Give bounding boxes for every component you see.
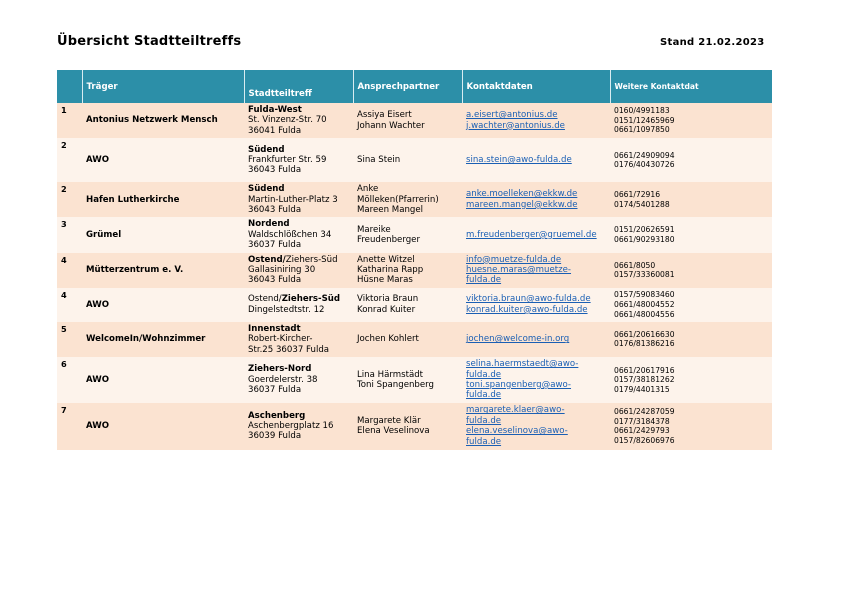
phone-cell [610,253,772,288]
address-line: 36043 Fulda [248,205,302,216]
phone-cell [610,288,772,322]
phone-cell [610,403,772,450]
stadtteil-name: Innenstadt [248,323,301,334]
address-line: Dingelstedtstr. 12 [248,304,325,315]
stadtteil-prefix: Ostend/ [248,294,282,305]
stadtteil-cell [244,253,353,288]
phone-number: 0151/20626591 [614,225,675,235]
stadtteil-name: Nordend [248,219,290,230]
kontaktdaten-cell [462,288,610,322]
row-number: 2 [57,182,82,217]
row-number: 4 [57,288,82,322]
table-row [57,357,772,403]
email-link[interactable]: a.eisert@antonius.de [466,110,558,121]
phone-number: 0661/90293180 [614,235,675,245]
row-number: 5 [57,322,82,357]
phone-number: 0661/72916 [614,190,661,200]
contact-person: Anke [357,184,379,195]
table-row [57,103,772,138]
contact-person: Sina Stein [357,155,401,166]
stadtteil-name: Fulda-West [248,105,302,115]
kontaktdaten-cell [462,357,610,403]
ansprechpartner-cell [353,322,462,357]
stadtteil-name-line [248,105,349,115]
email-link[interactable]: fulda.de [466,390,502,401]
stadtteil-name: Südend [248,144,285,155]
kontaktdaten-cell [462,322,610,357]
table-row [57,403,772,450]
ansprechpartner-cell [353,217,462,252]
email-link[interactable]: anke.moelleken@ekkw.de [466,189,578,200]
contact-person: Mareike [357,224,391,235]
kontaktdaten-cell [462,403,610,450]
phone-number: 0661/20616630 [614,329,675,339]
stadtteil-name-line [248,294,349,304]
phone-number: 0661/8050 [614,260,656,270]
phone-cell [610,182,772,217]
contact-person: Katharina Rapp [357,265,424,276]
phone-number: 0179/4401315 [614,384,670,394]
stadtteiltreffs-table [57,70,772,450]
stadtteil-cell [244,357,353,403]
address-line: Gallasiniring 30 [248,265,316,276]
traeger-cell: Grümel [82,217,244,252]
stadtteil-cell [244,103,353,138]
stadtteil-name-line [248,364,349,374]
header-kontaktdaten: Kontaktdaten [462,70,610,103]
stadtteil-name-line [248,411,349,421]
stadtteil-cell [244,217,353,252]
header-ansprechpartner: Ansprechpartner [353,70,462,103]
row-number: 2 [57,138,82,182]
address-line: Str.25 36037 Fulda [248,344,330,355]
traeger-cell: Mütterzentrum e. V. [82,253,244,288]
email-link[interactable]: fulda.de [466,415,502,426]
table-header-row [57,70,772,103]
contact-person: Margarete Klär [357,415,421,426]
contact-person: Freudenberger [357,235,420,246]
stadtteil-extra: Ziehers-Süd [285,254,338,265]
header-stadtteiltreff: Stadtteiltreff [244,70,353,103]
stadtteil-name-line [248,324,349,334]
phone-number: 0174/5401288 [614,199,670,209]
stadtteil-name-line [248,255,349,265]
phone-cell [610,322,772,357]
table-row [57,288,772,322]
traeger-cell: AWO [82,357,244,403]
row-number: 3 [57,217,82,252]
traeger-cell: AWO [82,138,244,182]
ansprechpartner-cell [353,253,462,288]
row-number: 4 [57,253,82,288]
header-nr [57,70,82,103]
kontaktdaten-cell [462,103,610,138]
email-link[interactable]: fulda.de [466,369,502,380]
contact-person: Elena Veselinova [357,426,430,437]
address-line: 36041 Fulda [248,125,302,136]
stadtteil-name: Ostend/ [248,254,286,265]
contact-person: Jochen Kohlert [357,334,419,345]
stadtteil-name-line [248,219,349,229]
address-line: 36043 Fulda [248,165,302,176]
email-link[interactable]: huesne.maras@muetze- [466,265,572,276]
address-line: 36039 Fulda [248,431,302,442]
email-link[interactable]: konrad.kuiter@awo-fulda.de [466,304,588,315]
stadtteil-cell [244,138,353,182]
phone-cell [610,357,772,403]
ansprechpartner-cell [353,403,462,450]
phone-number: 0177/3184378 [614,416,670,426]
traeger-cell: Hafen Lutherkirche [82,182,244,217]
email-link[interactable]: toni.spangenberg@awo- [466,379,572,390]
address-line: 36043 Fulda [248,275,302,286]
table-row [57,253,772,288]
row-number: 1 [57,103,82,138]
stadtteil-name-line [248,184,349,194]
kontaktdaten-cell [462,182,610,217]
stadtteil-name: Südend [248,184,285,195]
contact-person: Anette Witzel [357,254,415,265]
phone-number: 0661/24287059 [614,407,675,417]
table-row [57,322,772,357]
stadtteil-cell [244,322,353,357]
email-link[interactable]: mareen.mangel@ekkw.de [466,199,578,210]
address-line: Goerdelerstr. 38 [248,374,318,385]
kontaktdaten-cell [462,217,610,252]
stadtteil-name-line [248,145,349,155]
email-link[interactable]: sina.stein@awo-fulda.de [466,155,572,166]
address-line: Aschenbergplatz 16 [248,421,334,432]
stadtteil-cell [244,182,353,217]
contact-person: Hüsne Maras [357,275,413,286]
phone-number: 0151/12465969 [614,115,675,125]
phone-number: 0661/1097850 [614,125,670,135]
email-link[interactable]: viktoria.braun@awo-fulda.de [466,294,591,305]
address-line: St. Vinzenz-Str. 70 [248,115,327,126]
phone-number: 0176/40430726 [614,160,675,170]
phone-number: 0157/33360081 [614,270,675,280]
row-number: 6 [57,357,82,403]
email-link[interactable]: j.wachter@antonius.de [466,120,565,131]
ansprechpartner-cell [353,357,462,403]
kontaktdaten-cell [462,253,610,288]
stadtteil-cell [244,288,353,322]
phone-cell [610,103,772,138]
email-link[interactable]: fulda.de [466,275,502,286]
address-line: 36037 Fulda [248,240,302,251]
email-link[interactable]: jochen@welcome-in.org [466,334,570,345]
phone-number: 0661/48004552 [614,300,675,310]
address-line: Waldschlößchen 34 [248,229,332,240]
table-row [57,138,772,182]
address-line: 36037 Fulda [248,385,302,396]
contact-person: Viktoria Braun [357,294,419,305]
table-row [57,217,772,252]
kontaktdaten-cell [462,138,610,182]
email-link[interactable]: elena.veselinova@awo- [466,426,568,437]
page-title: Übersicht Stadtteiltreffs [57,34,242,49]
contact-person: Mareen Mangel [357,205,424,216]
address-line: Martin-Luther-Platz 3 [248,194,338,205]
email-link[interactable]: margarete.klaer@awo- [466,405,565,416]
contact-person: Lina Härmstädt [357,369,424,380]
address-line: Frankfurter Str. 59 [248,155,327,166]
header-traeger: Träger [82,70,244,103]
ansprechpartner-cell [353,288,462,322]
email-link[interactable]: selina.haermstaedt@awo- [466,359,579,370]
stadtteil-name: Ziehers-Nord [248,364,312,375]
phone-number: 0661/48004556 [614,309,675,319]
row-number: 7 [57,403,82,450]
date-stamp: Stand 21.02.2023 [660,37,765,48]
traeger-cell: AWO [82,403,244,450]
table-row [57,182,772,217]
contact-person: Toni Spangenberg [357,379,435,390]
contact-person: Assiya Eisert [357,110,412,121]
contact-person: Johann Wachter [357,120,425,131]
phone-number: 0157/82606976 [614,435,675,445]
phone-number: 0661/2429793 [614,426,670,436]
stadtteil-cell [244,403,353,450]
traeger-cell: WelcomeIn/Wohnzimmer [82,322,244,357]
phone-cell [610,217,772,252]
email-link[interactable]: fulda.de [466,436,502,447]
ansprechpartner-cell [353,103,462,138]
phone-number: 0661/24909094 [614,150,675,160]
address-line: Robert-Kircher- [248,334,313,345]
ansprechpartner-cell [353,182,462,217]
traeger-cell: AWO [82,288,244,322]
phone-number: 0661/20617916 [614,365,675,375]
phone-cell [610,138,772,182]
contact-person: Konrad Kuiter [357,304,416,315]
contact-person: Mölleken(Pfarrerin) [357,194,439,205]
traeger-cell: Antonius Netzwerk Mensch [82,103,244,138]
phone-number: 0157/59083460 [614,290,675,300]
phone-number: 0176/81386216 [614,339,675,349]
header-weitere-kontaktdaten: Weitere Kontaktdat [610,70,772,103]
email-link[interactable]: info@muetze-fulda.de [466,254,562,265]
phone-number: 0160/4991183 [614,106,670,116]
phone-number: 0157/38181262 [614,375,675,385]
ansprechpartner-cell [353,138,462,182]
stadtteil-name: Aschenberg [248,410,306,421]
email-link[interactable]: m.freudenberger@gruemel.de [466,229,597,240]
stadtteil-name: Ziehers-Süd [281,294,341,305]
